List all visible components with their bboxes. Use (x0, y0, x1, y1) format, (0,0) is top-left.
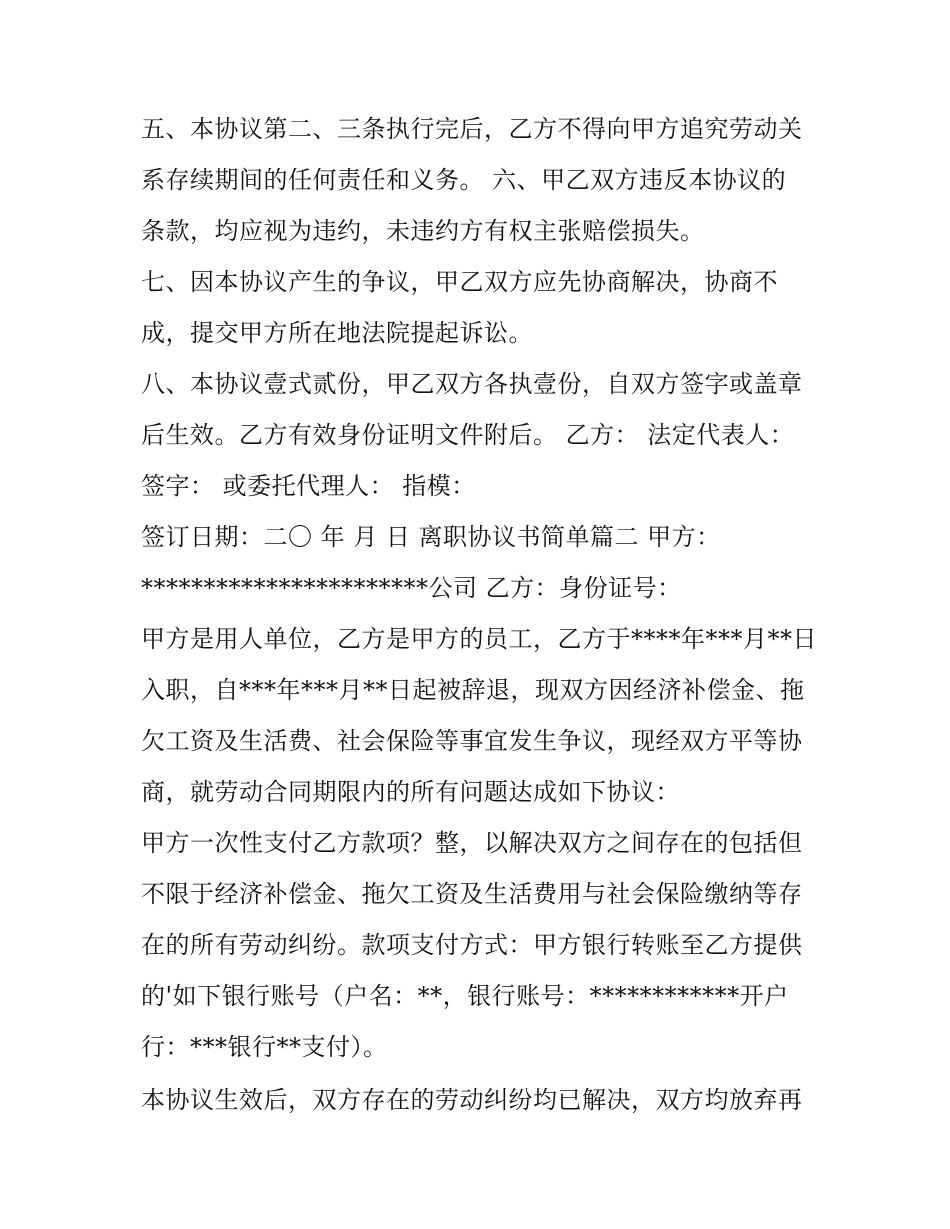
text-line: 不限于经济补偿金、拖欠工资及生活费用与社会保险缴纳等存 (141, 880, 803, 908)
text-line: 行：***银行**支付）。 (141, 1033, 388, 1061)
text-line: 在的所有劳动纠纷。款项支付方式：甲方银行转账至乙方提供 (141, 931, 803, 959)
text-line: 五、本协议第二、三条执行完后，乙方不得向甲方追究劳动关 (141, 115, 803, 143)
text-line: 商，就劳动合同期限内的所有问题达成如下协议： (141, 778, 680, 806)
text-line: 八、本协议壹式贰份，甲乙双方各执壹份，自双方签字或盖章 (141, 370, 803, 398)
text-line: ***********************公司 乙方：身份证号： (141, 574, 682, 602)
text-line: 本协议生效后，双方存在的劳动纠纷均已解决，双方均放弃再 (141, 1086, 803, 1114)
text-line: 成，提交甲方所在地法院提起诉讼。 (141, 319, 533, 347)
text-line: 欠工资及生活费、社会保险等事宜发生争议，现经双方平等协 (141, 727, 803, 755)
text-line: 七、因本协议产生的争议，甲乙双方应先协商解决，协商不 (141, 268, 778, 296)
text-line: 签订日期：二〇 年 月 日 离职协议书简单篇二 甲方： (141, 523, 721, 551)
text-line: 甲方一次性支付乙方款项？整，以解决双方之间存在的包括但 (141, 829, 803, 857)
text-line: 入职，自***年***月**日起被辞退，现双方因经济补偿金、拖 (141, 676, 805, 704)
text-line: 系存续期间的任何责任和义务。 六、甲乙双方违反本协议的 (141, 166, 787, 194)
text-line: 条款，均应视为违约，未违约方有权主张赔偿损失。 (141, 217, 705, 245)
text-line: 甲方是用人单位，乙方是甲方的员工，乙方于****年***月**日 (141, 625, 817, 653)
text-line: 的'如下银行账号（户名：**，银行账号：************开户 (141, 982, 789, 1010)
text-line: 签字： 或委托代理人： 指模： (141, 472, 476, 500)
agreement-text (141, 110, 821, 1132)
text-line: 后生效。乙方有效身份证明文件附后。 乙方： 法定代表人： (141, 421, 795, 449)
